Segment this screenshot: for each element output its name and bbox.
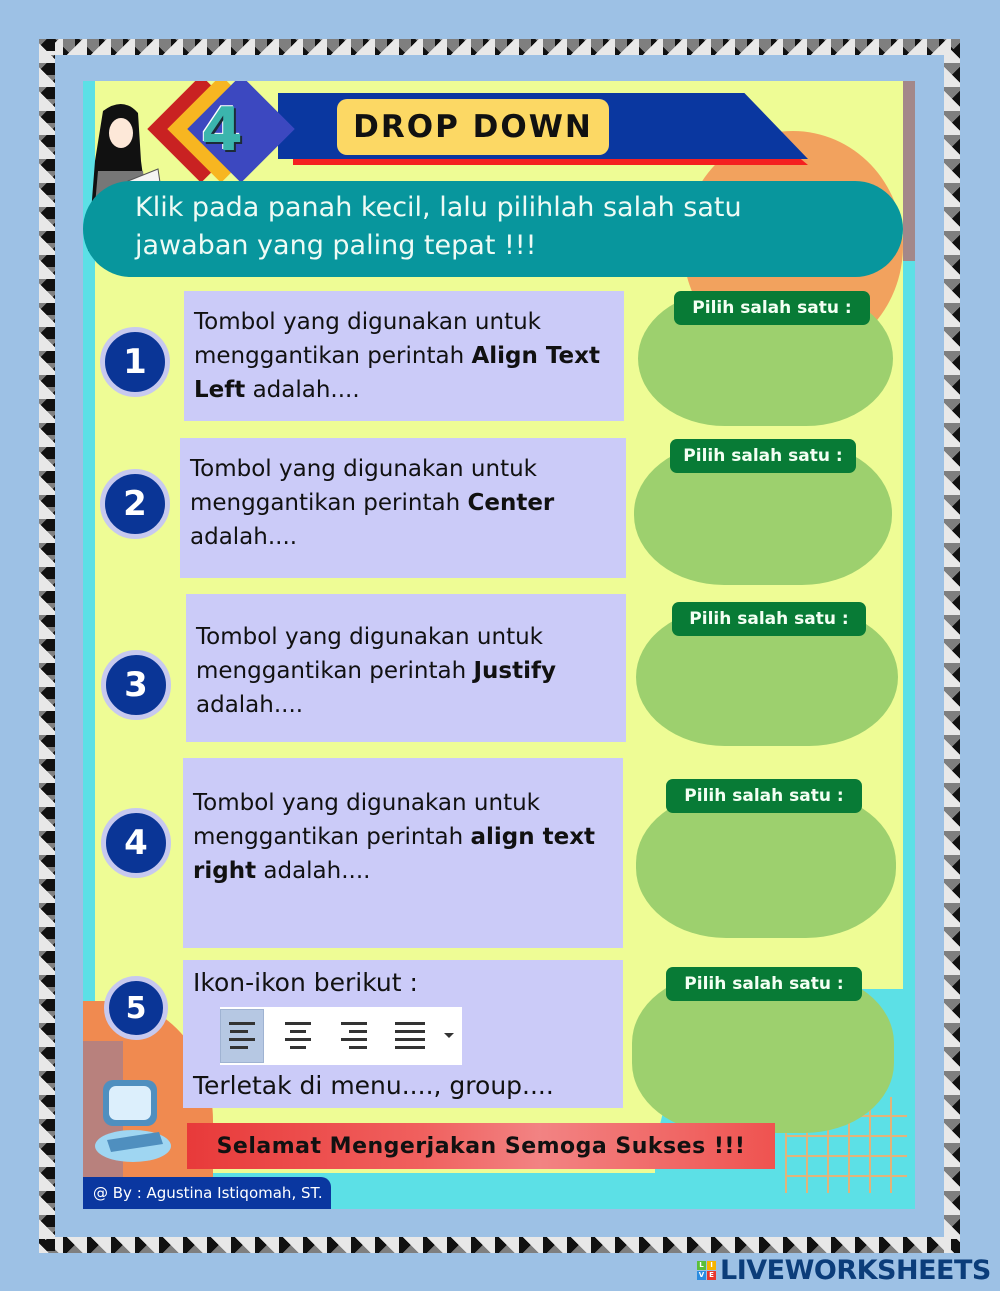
- page-title: DROP DOWN: [337, 99, 609, 155]
- align-left-icon: [220, 1009, 264, 1063]
- question-1-text: Tombol yang digunakan untuk menggantikan perintah Align Text Left adalah....: [184, 291, 624, 421]
- frame-border-left: [39, 39, 55, 1253]
- dropdown-select-5[interactable]: [662, 1033, 864, 1067]
- liveworksheets-mark-icon: L I V E: [697, 1261, 716, 1280]
- liveworksheets-logo: [697, 1254, 991, 1286]
- paragraph-alignment-toolbar: [220, 1007, 462, 1065]
- instruction-banner: Klik pada panah kecil, lalu pilihlah salah satu jawaban yang paling tepat !!!: [83, 181, 903, 277]
- answer-dropdown-5[interactable]: [632, 973, 894, 1133]
- good-luck-banner: Selamat Mengerjakan Semoga Sukses !!!: [187, 1123, 775, 1169]
- justify-icon: [388, 1009, 432, 1063]
- question-4-text: Tombol yang digunakan untuk menggantikan perintah align text right adalah....: [183, 758, 623, 948]
- answer-dropdown-2[interactable]: [634, 443, 892, 585]
- answer-label: Pilih salah satu :: [666, 779, 862, 813]
- frame-border-right: [944, 39, 960, 1253]
- answer-label: Pilih salah satu :: [672, 602, 866, 636]
- liveworksheets-wordmark: LIVEWORKSHEETS: [720, 1254, 991, 1286]
- answer-dropdown-4[interactable]: [636, 786, 896, 938]
- dropdown-select-4[interactable]: [666, 853, 866, 887]
- answer-label: Pilih salah satu :: [674, 291, 870, 325]
- question-5-line1: Ikon-ikon berikut :: [193, 968, 418, 997]
- dropdown-select-2[interactable]: [664, 503, 862, 537]
- answer-label: Pilih salah satu :: [670, 439, 856, 473]
- question-number-badge: 3: [101, 650, 171, 720]
- dropdown-select-3[interactable]: [666, 668, 868, 702]
- computer-illustration-icon: [93, 1066, 173, 1166]
- align-right-icon: [332, 1009, 376, 1063]
- question-number-badge: 2: [100, 469, 170, 539]
- question-number-badge: 4: [101, 808, 171, 878]
- question-number-badge: 5: [104, 976, 168, 1040]
- question-5-text: [183, 960, 623, 1108]
- worksheet-card: [83, 81, 915, 1209]
- question-2-text: Tombol yang digunakan untuk menggantikan perintah Center adalah....: [180, 438, 626, 578]
- answer-label: Pilih salah satu :: [666, 967, 862, 1001]
- section-number: 4: [201, 95, 243, 165]
- dropdown-select-1[interactable]: [668, 351, 863, 385]
- align-center-icon: [276, 1009, 320, 1063]
- question-5-line2: Terletak di menu...., group....: [193, 1070, 554, 1100]
- chevron-down-icon: [444, 1033, 454, 1038]
- frame-border-top: [39, 39, 960, 55]
- answer-dropdown-1[interactable]: [638, 291, 893, 426]
- question-3-text: Tombol yang digunakan untuk menggantikan perintah Justify adalah....: [186, 594, 626, 742]
- answer-dropdown-3[interactable]: [636, 608, 898, 746]
- author-credit: @ By : Agustina Istiqomah, ST.: [83, 1177, 331, 1209]
- frame-border-bottom: [39, 1237, 960, 1253]
- question-number-badge: 1: [100, 327, 170, 397]
